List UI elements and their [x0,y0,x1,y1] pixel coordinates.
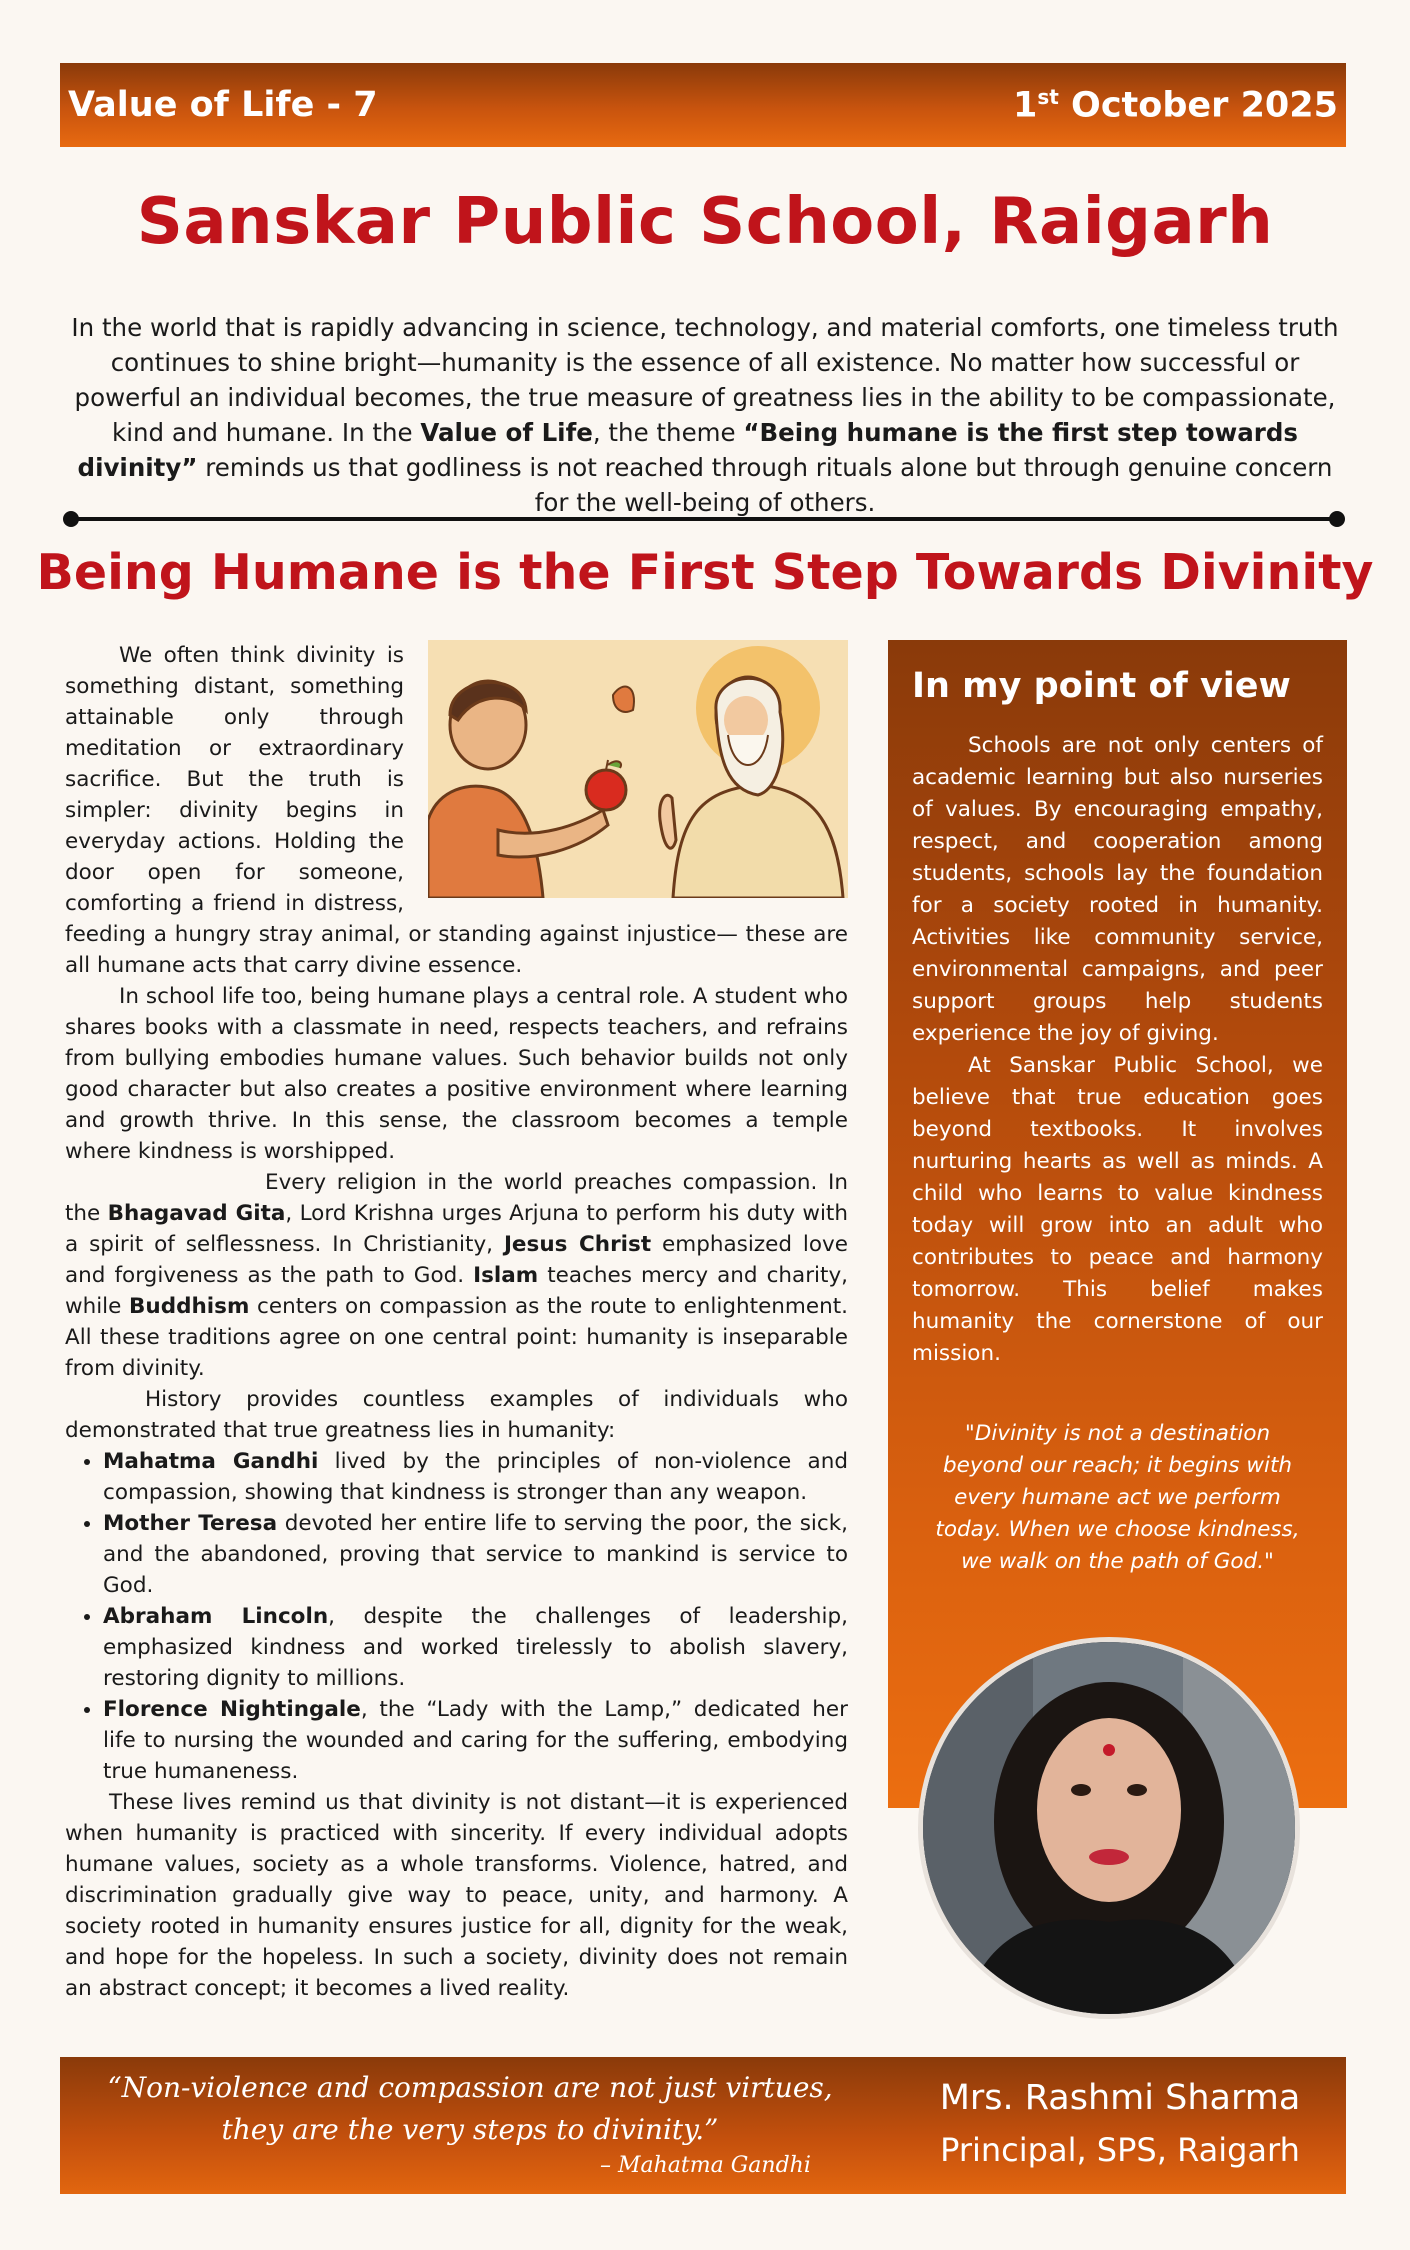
issue-label: Value of Life - 7 [68,85,378,125]
panel-quote: "Divinity is not a destination beyond our reach; it begins with every humane act we perform today. When we choose kindness, we walk on the path of God." [935,1421,1300,1574]
illustration-kindness [428,640,848,898]
article-paragraph-1: We often think divinity is something distant, something attainable only through meditation or extraordinary sacrifice. But the truth is simpler: divinity begins in everyday actions. Holding the door open for someone, comforting a friend in distress, feeding a hungry stray animal, or standing against injustice— these are all humane acts that carry divine essence. [65,643,848,978]
intro-paragraph: In the world that is rapidly advancing in science, technology, and material comforts, one timeless truth continues to shine bright—humanity is the essence of all existence. No matter how successful or powerful an individual becomes, the true measure of greatness lies in the ability to be compassionate, kind and humane. In the Value of Life, the theme “Being humane is the first step towards divinity” reminds us that godliness is not reached through rituals alone but through genuine concern for the well-being of others. [71,313,1339,517]
article-paragraph-3: Every religion in the world preaches compassion. In the Bhagavad Gita, Lord Krishna urges Arjuna to perform his duty with a spirit of selflessness. In Christianity, Jesus Christ emphasized love and forgiveness as the path to God. Islam teaches mercy and charity, while Buddhism centers on compassion as the route to enlightenment. All these traditions agree on one central point: humanity is inseparable from divinity. [65,1170,848,1381]
principal-role: Principal, SPS, Raigarh [940,2131,1300,2169]
list-item: • Abraham Lincoln, despite the challenges of leadership, emphasized kindness and worked tirelessly to abolish slavery, restoring dignity to millions. [103,1601,848,1694]
panel-title: In my point of view [912,666,1291,706]
list-item: • Mahatma Gandhi lived by the principles of non-violence and compassion, showing that kindness is stronger than any weapon. [103,1446,848,1508]
article-paragraph-2: In school life too, being humane plays a central role. A student who shares books with a classmate in need, respects teachers, and refrains from bullying embodies humane values. Such behavior builds not only good character but also creates a positive environment where learning and growth thrive. In this sense, the classroom becomes a temple where kindness is worshipped. [65,984,848,1164]
footer-quote: “Non-violence and compassion are not just virtues, they are the very steps to divinity.” [107,2071,833,2146]
article-paragraph-5: These lives remind us that divinity is not distant—it is experienced when humanity is practiced with sincerity. If every individual adopts humane values, society as a whole transforms. Violence, hatred, and discrimination gradually give way to peace, unity, and harmony. A society rooted in humanity ensures justice for all, dignity for the weak, and hope for the hopeless. In such a society, divinity does not remain an abstract concept; it becomes a lived reality. [65,1790,848,2001]
list-item: • Florence Nightingale, the “Lady with the Lamp,” dedicated her life to nursing the wounded and caring for the suffering, embodying true humaneness. [103,1694,848,1787]
panel-paragraph-1: Schools are not only centers of academic learning but also nurseries of values. By encouraging empathy, respect, and cooperation among students, schools lay the foundation for a society rooted in humanity. Activities like community service, environmental campaigns, and peer support groups help students experience the joy of giving. [912,733,1323,1046]
article-headline: Being Humane is the First Step Towards Divinity [36,544,1374,601]
list-item: • Mother Teresa devoted her entire life to serving the poor, the sick, and the abandoned, proving that service to mankind is service to God. [103,1508,848,1601]
article-body [65,640,848,2004]
principal-name: Mrs. Rashmi Sharma [939,2078,1301,2118]
examples-list [65,1446,848,1787]
panel-paragraph-2: At Sanskar Public School, we believe that true education goes beyond textbooks. It involves nurturing hearts as well as minds. A child who learns to value kindness today will grow into an adult who contributes to peace and harmony tomorrow. This belief makes humanity the cornerstone of our mission. [912,1053,1323,1366]
section-divider [67,517,1341,521]
principal-photo [918,1637,1300,2019]
school-name: Sanskar Public School, Raigarh [136,185,1274,259]
article-paragraph-4: History provides countless examples of individuals who demonstrated that true greatness lies in humanity: [65,1387,848,1443]
footer-quote-attribution: – Mahatma Gandhi [600,2153,811,2178]
header-banner [60,63,1346,147]
issue-date: 1st October 2025 [1013,84,1338,126]
footer-banner [60,2057,1346,2194]
point-of-view-panel [888,640,1347,1808]
